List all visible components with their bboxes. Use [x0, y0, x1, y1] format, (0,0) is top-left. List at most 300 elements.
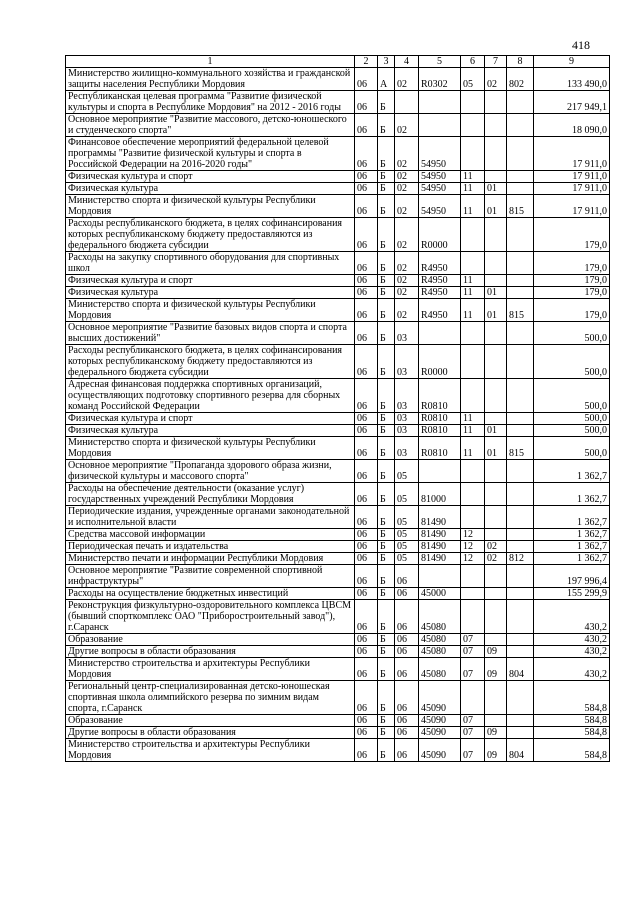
row-name: Расходы республиканского бюджета, в целях софинансирования которых республиканскому бюджету предоставляются из федерального бюджета субсидии — [66, 345, 355, 379]
code-cell — [507, 600, 534, 634]
code-cell: 06 — [355, 413, 378, 425]
code-cell: 07 — [461, 634, 485, 646]
amount-cell: 217 949,1 — [534, 91, 610, 114]
code-cell: Б — [378, 600, 395, 634]
code-cell: 06 — [355, 483, 378, 506]
amount-cell: 1 362,7 — [534, 483, 610, 506]
code-cell: Б — [378, 681, 395, 715]
code-cell — [507, 588, 534, 600]
code-cell — [507, 506, 534, 529]
code-cell — [485, 275, 507, 287]
row-name: Министерство спорта и физической культуры Республики Мордовия — [66, 437, 355, 460]
code-cell — [507, 460, 534, 483]
column-header: 2 — [355, 56, 378, 68]
code-cell — [485, 634, 507, 646]
code-cell: 54950 — [419, 171, 461, 183]
code-cell: 09 — [485, 739, 507, 762]
row-name: Республиканская целевая программа "Развитие физической культуры и спорта в Республике Мордовия" на 2012 - 2016 годы — [66, 91, 355, 114]
code-cell — [461, 506, 485, 529]
code-cell: 06 — [355, 322, 378, 345]
code-cell: 07 — [461, 739, 485, 762]
table-row — [66, 275, 610, 287]
code-cell — [507, 541, 534, 553]
code-cell: 05 — [395, 460, 419, 483]
table-row — [66, 299, 610, 322]
code-cell: 54950 — [419, 183, 461, 195]
code-cell — [461, 460, 485, 483]
code-cell — [507, 413, 534, 425]
code-cell: Б — [378, 91, 395, 114]
code-cell — [461, 565, 485, 588]
code-cell — [461, 114, 485, 137]
code-cell — [507, 529, 534, 541]
code-cell: Б — [378, 529, 395, 541]
code-cell — [507, 483, 534, 506]
code-cell: 12 — [461, 541, 485, 553]
code-cell: 06 — [355, 739, 378, 762]
code-cell — [461, 379, 485, 413]
row-name: Расходы на обеспечение деятельности (оказание услуг) государственных учреждений Республики Мордовия — [66, 483, 355, 506]
table-row — [66, 68, 610, 91]
amount-cell: 500,0 — [534, 437, 610, 460]
code-cell — [461, 91, 485, 114]
table-body — [66, 68, 610, 762]
amount-cell: 430,2 — [534, 634, 610, 646]
code-cell: Б — [378, 287, 395, 299]
code-cell: Б — [378, 218, 395, 252]
row-name: Физическая культура — [66, 425, 355, 437]
code-cell — [507, 345, 534, 379]
code-cell: 02 — [395, 68, 419, 91]
code-cell: 07 — [461, 658, 485, 681]
code-cell: 03 — [395, 345, 419, 379]
amount-cell: 133 490,0 — [534, 68, 610, 91]
amount-cell: 584,8 — [534, 739, 610, 762]
code-cell — [485, 91, 507, 114]
code-cell — [485, 460, 507, 483]
code-cell: Б — [378, 565, 395, 588]
column-header: 4 — [395, 56, 419, 68]
code-cell: 02 — [395, 299, 419, 322]
code-cell: 815 — [507, 195, 534, 218]
code-cell: 06 — [355, 634, 378, 646]
code-cell: Б — [378, 137, 395, 171]
code-cell: 06 — [355, 68, 378, 91]
table-row — [66, 646, 610, 658]
code-cell: 06 — [395, 588, 419, 600]
code-cell: 06 — [355, 600, 378, 634]
code-cell — [485, 565, 507, 588]
code-cell: 06 — [355, 553, 378, 565]
code-cell — [461, 600, 485, 634]
code-cell — [485, 114, 507, 137]
row-name: Другие вопросы в области образования — [66, 727, 355, 739]
amount-cell: 17 911,0 — [534, 137, 610, 171]
code-cell: 06 — [355, 379, 378, 413]
table-row — [66, 553, 610, 565]
code-cell — [485, 681, 507, 715]
column-header: 8 — [507, 56, 534, 68]
amount-cell: 584,8 — [534, 715, 610, 727]
table-row — [66, 588, 610, 600]
code-cell: 02 — [395, 183, 419, 195]
code-cell: 06 — [355, 299, 378, 322]
code-cell: Б — [378, 715, 395, 727]
code-cell: 81490 — [419, 541, 461, 553]
code-cell: 07 — [461, 715, 485, 727]
code-cell — [507, 183, 534, 195]
table-row — [66, 218, 610, 252]
code-cell: 06 — [355, 529, 378, 541]
code-cell: 11 — [461, 413, 485, 425]
code-cell: 06 — [355, 506, 378, 529]
amount-cell: 500,0 — [534, 379, 610, 413]
column-header: 6 — [461, 56, 485, 68]
code-cell: Б — [378, 183, 395, 195]
code-cell: 07 — [461, 727, 485, 739]
code-cell: 05 — [395, 553, 419, 565]
amount-cell: 430,2 — [534, 658, 610, 681]
code-cell: R4950 — [419, 287, 461, 299]
code-cell — [507, 425, 534, 437]
code-cell: 81490 — [419, 529, 461, 541]
code-cell — [485, 413, 507, 425]
column-header: 7 — [485, 56, 507, 68]
code-cell: 03 — [395, 322, 419, 345]
code-cell — [419, 114, 461, 137]
table-row — [66, 183, 610, 195]
table-row — [66, 91, 610, 114]
code-cell: 01 — [485, 299, 507, 322]
code-cell: 06 — [355, 727, 378, 739]
code-cell — [485, 345, 507, 379]
code-cell: R0302 — [419, 68, 461, 91]
row-name: Региональный центр-специализированная детско-юношеская спортивная школа олимпийского резерва по зимним видам спорта, г.Саранск — [66, 681, 355, 715]
code-cell: 54950 — [419, 137, 461, 171]
code-cell: 06 — [355, 91, 378, 114]
table-row — [66, 529, 610, 541]
code-cell: Б — [378, 506, 395, 529]
code-cell: 45090 — [419, 727, 461, 739]
code-cell: 09 — [485, 658, 507, 681]
code-cell: 06 — [395, 739, 419, 762]
code-cell: 11 — [461, 287, 485, 299]
row-name: Основное мероприятие "Развитие современной спортивной инфраструктуры" — [66, 565, 355, 588]
code-cell: 01 — [485, 437, 507, 460]
code-cell: 02 — [395, 171, 419, 183]
code-cell: 45080 — [419, 600, 461, 634]
code-cell: А — [378, 68, 395, 91]
amount-cell: 500,0 — [534, 345, 610, 379]
code-cell: 06 — [355, 137, 378, 171]
code-cell: 06 — [395, 565, 419, 588]
code-cell: 81490 — [419, 506, 461, 529]
code-cell — [485, 483, 507, 506]
code-cell: 01 — [485, 287, 507, 299]
code-cell: 45080 — [419, 646, 461, 658]
row-name: Основное мероприятие "Пропаганда здорового образа жизни, физической культуры и массового спорта" — [66, 460, 355, 483]
code-cell: 01 — [485, 195, 507, 218]
code-cell: 06 — [355, 437, 378, 460]
amount-cell: 500,0 — [534, 322, 610, 345]
code-cell — [485, 322, 507, 345]
code-cell: 05 — [395, 506, 419, 529]
code-cell — [507, 275, 534, 287]
table-row — [66, 715, 610, 727]
code-cell — [507, 218, 534, 252]
code-cell: R4950 — [419, 299, 461, 322]
amount-cell: 179,0 — [534, 218, 610, 252]
code-cell: 11 — [461, 437, 485, 460]
amount-cell: 18 090,0 — [534, 114, 610, 137]
code-cell — [419, 460, 461, 483]
row-name: Периодическая печать и издательства — [66, 541, 355, 553]
row-name: Образование — [66, 715, 355, 727]
row-name: Основное мероприятие "Развитие массового, детско-юношеского и студенческого спорта" — [66, 114, 355, 137]
code-cell: 812 — [507, 553, 534, 565]
code-cell: Б — [378, 541, 395, 553]
code-cell — [507, 634, 534, 646]
row-name: Министерство печати и информации Республики Мордовия — [66, 553, 355, 565]
amount-cell: 430,2 — [534, 646, 610, 658]
code-cell: 11 — [461, 425, 485, 437]
code-cell: 06 — [395, 634, 419, 646]
code-cell — [485, 218, 507, 252]
table-row — [66, 114, 610, 137]
table-header-row — [66, 56, 610, 68]
code-cell: 11 — [461, 195, 485, 218]
code-cell: Б — [378, 345, 395, 379]
table-row — [66, 137, 610, 171]
code-cell: Б — [378, 588, 395, 600]
code-cell: 06 — [355, 658, 378, 681]
code-cell: Б — [378, 634, 395, 646]
code-cell: 54950 — [419, 195, 461, 218]
code-cell: 06 — [355, 252, 378, 275]
amount-cell: 1 362,7 — [534, 541, 610, 553]
code-cell: 02 — [485, 541, 507, 553]
code-cell: Б — [378, 727, 395, 739]
code-cell: 81000 — [419, 483, 461, 506]
table-row — [66, 460, 610, 483]
amount-cell: 1 362,7 — [534, 553, 610, 565]
row-name: Реконструкция физкультурно-оздоровительного комплекса ЦВСМ (бывший спорткомплекс ОАО "Приборостроительный завод"), г.Саранск — [66, 600, 355, 634]
code-cell: 06 — [355, 195, 378, 218]
amount-cell: 17 911,0 — [534, 171, 610, 183]
row-name: Расходы республиканского бюджета, в целях софинансирования которых республиканскому бюджету предоставляются из федерального бюджета субсидии — [66, 218, 355, 252]
code-cell: Б — [378, 437, 395, 460]
code-cell: 05 — [395, 541, 419, 553]
table-row — [66, 658, 610, 681]
code-cell: 06 — [395, 715, 419, 727]
code-cell: 06 — [355, 681, 378, 715]
code-cell — [485, 379, 507, 413]
code-cell: 06 — [355, 218, 378, 252]
code-cell: 06 — [395, 658, 419, 681]
amount-cell: 179,0 — [534, 252, 610, 275]
code-cell: 07 — [461, 646, 485, 658]
code-cell: 09 — [485, 646, 507, 658]
code-cell: 06 — [355, 460, 378, 483]
code-cell — [461, 588, 485, 600]
table-row — [66, 600, 610, 634]
table-row — [66, 634, 610, 646]
code-cell — [507, 379, 534, 413]
code-cell — [507, 91, 534, 114]
table-row — [66, 425, 610, 437]
table-row — [66, 171, 610, 183]
amount-cell: 500,0 — [534, 413, 610, 425]
amount-cell: 155 299,9 — [534, 588, 610, 600]
code-cell: Б — [378, 299, 395, 322]
code-cell: Б — [378, 658, 395, 681]
table-row — [66, 541, 610, 553]
code-cell: 02 — [485, 68, 507, 91]
code-cell — [461, 345, 485, 379]
code-cell — [485, 252, 507, 275]
code-cell: Б — [378, 646, 395, 658]
amount-cell: 1 362,7 — [534, 529, 610, 541]
row-name: Министерство строительства и архитектуры Республики Мордовия — [66, 658, 355, 681]
code-cell: Б — [378, 413, 395, 425]
code-cell: 02 — [485, 553, 507, 565]
code-cell: 02 — [395, 137, 419, 171]
code-cell: Б — [378, 739, 395, 762]
code-cell — [485, 600, 507, 634]
code-cell — [461, 218, 485, 252]
row-name: Министерство спорта и физической культуры Республики Мордовия — [66, 299, 355, 322]
code-cell: 06 — [355, 287, 378, 299]
row-name: Периодические издания, учрежденные органами законодательной и исполнительной власти — [66, 506, 355, 529]
table-row — [66, 287, 610, 299]
code-cell: 02 — [395, 252, 419, 275]
code-cell: 03 — [395, 437, 419, 460]
code-cell: 81490 — [419, 553, 461, 565]
amount-cell: 197 996,4 — [534, 565, 610, 588]
row-name: Физическая культура и спорт — [66, 413, 355, 425]
code-cell: 11 — [461, 299, 485, 322]
amount-cell: 1 362,7 — [534, 460, 610, 483]
code-cell — [485, 715, 507, 727]
table-row — [66, 565, 610, 588]
code-cell: 06 — [355, 425, 378, 437]
code-cell: Б — [378, 171, 395, 183]
amount-cell: 1 362,7 — [534, 506, 610, 529]
code-cell — [485, 137, 507, 171]
code-cell: 02 — [395, 287, 419, 299]
code-cell: 11 — [461, 171, 485, 183]
amount-cell: 584,8 — [534, 681, 610, 715]
code-cell: 02 — [395, 275, 419, 287]
code-cell: Б — [378, 322, 395, 345]
code-cell — [507, 322, 534, 345]
code-cell — [507, 287, 534, 299]
code-cell — [507, 171, 534, 183]
code-cell — [461, 681, 485, 715]
amount-cell: 584,8 — [534, 727, 610, 739]
code-cell: R0810 — [419, 379, 461, 413]
code-cell — [395, 91, 419, 114]
code-cell: R0810 — [419, 437, 461, 460]
code-cell: 815 — [507, 437, 534, 460]
code-cell: R0000 — [419, 218, 461, 252]
code-cell: 45000 — [419, 588, 461, 600]
code-cell — [485, 529, 507, 541]
code-cell — [419, 322, 461, 345]
code-cell: 804 — [507, 739, 534, 762]
code-cell — [507, 114, 534, 137]
table-row — [66, 413, 610, 425]
amount-cell: 179,0 — [534, 287, 610, 299]
row-name: Адресная финансовая поддержка спортивных организаций, осуществляющих подготовку спортивного резерва для сборных команд Российской Федерации — [66, 379, 355, 413]
code-cell: 06 — [395, 727, 419, 739]
row-name: Расходы на закупку спортивного оборудования для спортивных школ — [66, 252, 355, 275]
code-cell: 06 — [355, 565, 378, 588]
code-cell: Б — [378, 252, 395, 275]
code-cell: Б — [378, 275, 395, 287]
column-header: 5 — [419, 56, 461, 68]
code-cell: 815 — [507, 299, 534, 322]
row-name: Министерство спорта и физической культуры Республики Мордовия — [66, 195, 355, 218]
code-cell: 01 — [485, 425, 507, 437]
column-header: 3 — [378, 56, 395, 68]
code-cell: 02 — [395, 114, 419, 137]
code-cell: Б — [378, 379, 395, 413]
code-cell: 45080 — [419, 658, 461, 681]
row-name: Основное мероприятие "Развитие базовых видов спорта и спорта высших достижений" — [66, 322, 355, 345]
code-cell: 02 — [395, 218, 419, 252]
code-cell: Б — [378, 195, 395, 218]
amount-cell: 17 911,0 — [534, 183, 610, 195]
amount-cell: 179,0 — [534, 275, 610, 287]
code-cell — [419, 91, 461, 114]
code-cell — [485, 171, 507, 183]
code-cell: 12 — [461, 553, 485, 565]
amount-cell: 500,0 — [534, 425, 610, 437]
row-name: Финансовое обеспечение мероприятий федеральной целевой программы "Развитие физической культуры и спорта в Российской Федерации на 2016-2020 годы" — [66, 137, 355, 171]
code-cell: 09 — [485, 727, 507, 739]
amount-cell: 179,0 — [534, 299, 610, 322]
page-number: 418 — [572, 38, 590, 52]
code-cell: Б — [378, 425, 395, 437]
code-cell: 06 — [355, 588, 378, 600]
code-cell: 06 — [395, 600, 419, 634]
code-cell — [461, 322, 485, 345]
code-cell: 05 — [395, 529, 419, 541]
code-cell: 45090 — [419, 681, 461, 715]
code-cell: Б — [378, 114, 395, 137]
table-row — [66, 195, 610, 218]
code-cell — [507, 565, 534, 588]
row-name: Министерство строительства и архитектуры Республики Мордовия — [66, 739, 355, 762]
code-cell: 802 — [507, 68, 534, 91]
code-cell: 45090 — [419, 715, 461, 727]
row-name: Министерство жилищно-коммунального хозяйства и гражданской защиты населения Республики Мордовия — [66, 68, 355, 91]
code-cell: Б — [378, 483, 395, 506]
code-cell: Б — [378, 460, 395, 483]
code-cell: 06 — [355, 715, 378, 727]
code-cell: 06 — [355, 171, 378, 183]
code-cell — [461, 483, 485, 506]
code-cell: 11 — [461, 183, 485, 195]
table-row — [66, 483, 610, 506]
code-cell: 06 — [355, 541, 378, 553]
table-row — [66, 739, 610, 762]
code-cell: 06 — [395, 681, 419, 715]
code-cell: 06 — [355, 275, 378, 287]
budget-table — [65, 55, 610, 762]
code-cell: 05 — [395, 483, 419, 506]
